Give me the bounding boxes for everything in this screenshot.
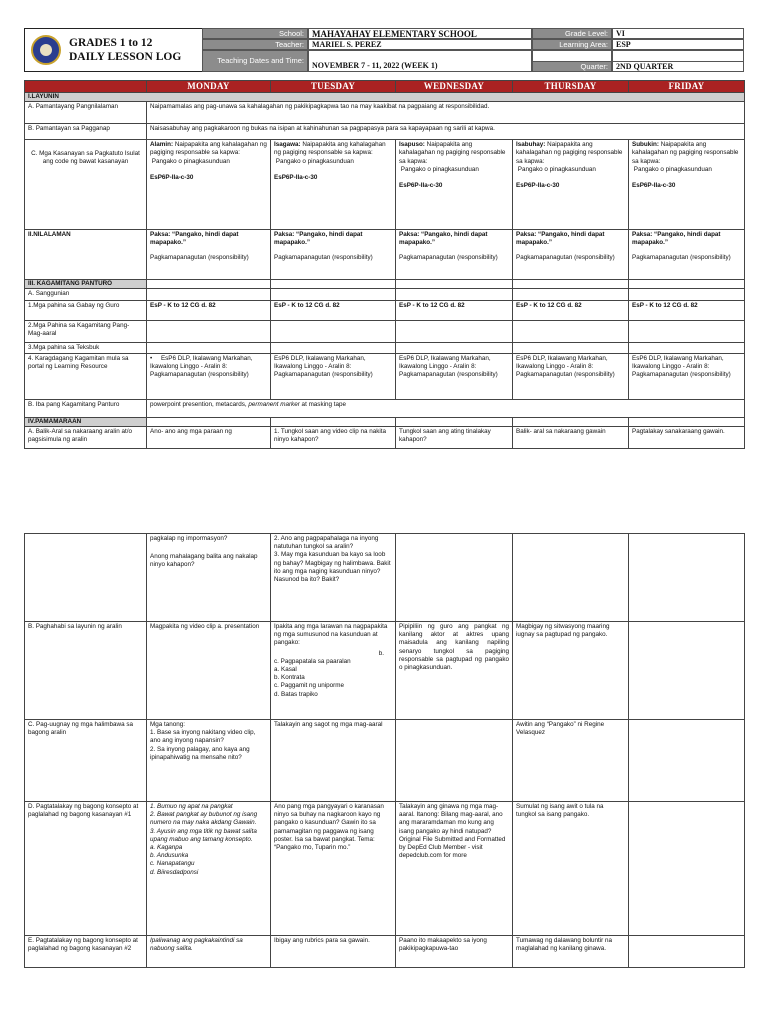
competency-code: EsP6P-IIa-c-30 [516,182,560,190]
corner-cell [25,81,147,93]
paghahabi-monday: Magpakita ng video clip a. presentation [147,622,271,720]
quarter-value: 2ND QUARTER [612,61,744,72]
pagtatalakay1-wednesday: Talakayin ang ginawa ng mga mag-aaral. Itanong: Bilang mag-aaral, ano ang mararamdaman mo kung ang isang pangako ay hindi natupad? Original File Submitted and Formatted by DepEd Club Member - visit depedclub.com for more [396,802,513,936]
row-label: C. Mga Kasanayan sa Pagkatuto Isulat ang code ng bawat kasanayan [25,140,147,230]
row-label-empty [25,534,147,622]
competency-cell [271,140,396,230]
paksa-text: Paksa: “Pangako, hindi dapat mapapako.” [150,231,239,247]
competency-text: Naipapakita ang kahalagahan ng pagiging responsable sa kapwa: [399,141,506,165]
teacher-label: Teacher: [202,39,308,50]
monday-text: 2. Bawat pangkat ay bubunot ng isang numero na may naka akdang Gawain. [150,811,258,827]
list-item: a. Kasal [274,666,297,674]
materials-text: powerpoint presention, metacards, [150,400,249,408]
grade-level-value: VI [612,28,744,39]
row-label: 4. Karagdagang Kagamitan mula sa portal ng Learning Resource [25,353,147,399]
competency-topic: Pangako o pinagkasunduan [151,157,230,165]
document-title [69,36,181,64]
balik-aral-friday: Pagtalakay sanakaraang gawain. [629,427,745,449]
competency-topic: Pangako o pinagkasunduan [400,165,479,173]
lead-word: Isagawa: [274,141,301,149]
paghahabi-thursday: Magbigay ng sitwasyong maaring iugnay sa pagtupad ng pangako. [513,622,629,720]
pag-uugnay-thursday: Awitin ang “Pangako” ni Regine Velasquez [513,720,629,802]
day-header-row [25,81,745,93]
pagtatalakay1-tuesday: Ano pang mga pangyayari o karanasan ninyo sa buhay na nagkaroon kayo ng pangako o kasunduan? Gawin ito sa pamamagitan ng paggawa ng isang poster. Isa sa bawat pangkat. Tema: “Pangako mo, Tuparin mo.” [271,802,396,936]
section-nilalaman: II.NILALAMAN [25,230,147,280]
pag-uugnay-tuesday: Talakayin ang sagot ng mga mag-aaral [271,720,396,802]
pagka-text: Pagkamapanagutan (responsibility) [632,253,731,261]
monday-text: pagkalap ng impormasyon? [150,535,228,542]
blank-cell [612,50,744,61]
content-cell [147,230,271,280]
balik-aral-monday: Ano- ano ang mga paraan ng [147,427,271,449]
row-label: A. Pamantayang Pangnilalaman [25,102,147,124]
deped-seal-icon [31,35,61,65]
teacher-value: MARIEL S. PEREZ [308,39,532,50]
balik-aral-wednesday: Tungkol saan ang ating tinalakay kahapon? [396,427,513,449]
pagtatalakay2-wednesday: Paano ito makaapekto sa iyong pakikipagkapuwa-tao [396,936,513,968]
paghahabi-tuesday [271,622,396,720]
content-cell [271,230,396,280]
list-item: b. Kontrata [274,674,305,682]
competency-topic: Pangako o pinagkasunduan [275,157,354,165]
monday-text: 2. Sa inyong palagay, ano kaya ang ipinapahiwatig na mensahe nito? [150,745,250,761]
row-label: E. Pagtatalakay ng bagong konsepto at paglalahad ng bagong kasanayan #2 [25,936,147,968]
section-pamamaraan: IV.PAMAMARAAN [25,417,147,426]
monday-text: 3. Ayusin ang mga titik ng bawat salita upang mabuo ang tamang konsepto. [150,827,257,843]
lesson-log-page-1 [24,28,744,449]
competency-code: EsP6P-IIa-c-30 [632,182,676,190]
lead-word: Subukin: [632,141,659,149]
school-label: School: [202,28,308,39]
pagka-text: Pagkamapanagutan (responsibility) [274,253,373,261]
day-friday: FRIDAY [629,81,745,93]
ref-text: EsP - K to 12 CG d. 82 [147,300,271,320]
continued-tuesday [271,534,396,622]
row-label: 2.Mga Pahina sa Kagamitang Pang-Mag-aaral [25,320,147,342]
lesson-table-continued [24,533,745,968]
lesson-table [24,80,745,449]
content-cell [396,230,513,280]
ref-text: EsP - K to 12 CG d. 82 [629,300,745,320]
teaching-dates-label: Teaching Dates and Time: [202,50,308,72]
row-label: 3.Mga pahina sa Teksbuk [25,342,147,353]
pag-uugnay-monday [147,720,271,802]
pagka-text: Pagkamapanagutan (responsibility) [516,253,615,261]
resource-text: EsP6 DLP, Ikalawang Markahan, Ikawalong Linggo - Aralin 8: Pagkamapanagutan (responsibility) [271,353,396,399]
balik-aral-thursday: Balik- aral sa nakaraang gawain [513,427,629,449]
competency-code: EsP6P-IIa-c-30 [150,173,194,181]
lead-word: Isabuhay: [516,141,546,149]
lesson-log-page-2 [24,533,744,968]
monday-text: 1. Bumuo ng apat na pangkat [150,803,233,810]
resource-text: EsP6 DLP, Ikalawang Markahan, Ikawalong Linggo - Aralin 8: Pagkamapanagutan (responsibility) [513,353,629,399]
pagtatalakay2-tuesday: Ibigay ang rubrics para sa gawain. [271,936,396,968]
grade-level-label: Grade Level: [532,28,612,39]
title-line-2: DAILY LESSON LOG [69,51,182,63]
paksa-text: Paksa: “Pangako, hindi dapat mapapako.” [399,231,488,247]
competency-topic: Pangako o pinagkasunduan [633,165,712,173]
blank-cell [532,50,612,61]
pagtatalakay1-monday [147,802,271,936]
row-label: A. Sanggunian [25,289,147,300]
row-label: B. Iba pang Kagamitang Panturo [25,399,147,417]
competency-cell [396,140,513,230]
title-line-1: GRADES 1 to 12 [69,37,153,49]
tuesday-text: Ipakita ang mga larawan na nagpapakita ng mga sumusunod na kasunduan at pangako: [274,623,388,647]
list-item: c. Nanapatangu [150,860,195,868]
pagka-text: Pagkamapanagutan (responsibility) [150,253,249,261]
competency-code: EsP6P-IIa-c-30 [399,182,443,190]
competency-text: Naipapakita ang kahalagahan ng pagiging responsable sa kapwa: [150,141,267,157]
pagtatalakay2-thursday: Tumawag ng dalawang boluntir na maglalahad ng kanilang ginawa. [513,936,629,968]
resource-text: EsP6 DLP, Ikalawang Markahan, Ikawalong Linggo - Aralin 8: Pagkamapanagutan (responsibility) [150,354,253,379]
resource-text: EsP6 DLP, Ikalawang Markahan, Ikawalong Linggo - Aralin 8: Pagkamapanagutan (responsibility) [629,353,745,399]
list-item: b. Andusunka [150,852,189,860]
competency-cell [147,140,271,230]
day-tuesday: TUESDAY [271,81,396,93]
ref-text: EsP - K to 12 CG d. 82 [396,300,513,320]
tuesday-text: 3. May mga kasunduan ba kayo sa loob ng bahay? Magbigay ng halimbawa. Bakit ito ang mga naging kasunduan ninyo? Nasunod ba ito? Bakit? [274,551,391,584]
day-thursday: THURSDAY [513,81,629,93]
list-item: a. Kaganpa [150,844,183,852]
competency-cell [629,140,745,230]
materials-text-end: at masking tape [299,400,347,408]
competency-cell [513,140,629,230]
row-text: Naisasabuhay ang pagkakaroon ng bukas na isipan at kahinahunan sa pagpapasya para sa kapayapaan ng sarili at kapwa. [147,124,745,140]
ref-text: EsP - K to 12 CG d. 82 [513,300,629,320]
list-item: c. Paggamit ng uniporme [274,682,345,690]
ref-text: EsP - K to 12 CG d. 82 [271,300,396,320]
competency-code: EsP6P-IIa-c-30 [274,173,318,181]
competency-topic: Pangako o pinagkasunduan [517,165,596,173]
monday-text: Mga tanong: [150,721,186,728]
learning-area-value: ESP [612,39,744,50]
list-item: c. Pagpapatala sa paaralan [274,657,351,665]
row-label: C. Pag-uugnay ng mga halimbawa sa bagong aralin [25,720,147,802]
header-info-grid [202,28,744,72]
section-layunin: I.LAYUNIN [25,93,745,102]
competency-text: Naipapakita ang kahalagahan ng pagiging responsable sa kapwa: [516,141,623,165]
resource-text: EsP6 DLP, Ikalawang Markahan, Ikawalong Linggo - Aralin 8: Pagkamapanagutan (responsibility) [396,353,513,399]
monday-text: Anong mahalagang balita ang nakalap ninyo kahapon? [150,553,258,569]
lead-word: Alamin: [150,141,174,149]
row-label: B. Pamantayan sa Pagganap [25,124,147,140]
row-text: Naipamamalas ang pag-unawa sa kahalagahan ng pakikipagkapwa tao na may kaakibat na pagpaiang at responsibilidad. [147,102,745,124]
paksa-text: Paksa: “Pangako, hindi dapat mapapako.” [274,231,363,247]
teaching-dates-value: NOVEMBER 7 - 11, 2022 (WEEK 1) [308,50,532,72]
list-item: d. Biiresdadponsi [150,868,199,876]
logo-area [24,28,202,72]
row-label: A. Balik-Aral sa nakaraang aralin at/o pagsisimula ng aralin [25,427,147,449]
paghahabi-wednesday: Pipipiliin ng guro ang pangkat ng kanilang aktor at aktres upang maisadula ang kanilang napiling senaryo tungkol sa pagiging responsable sa pagtupad ng pangako o pinagkasunduan. [396,622,513,720]
materials-emphasis: permanent marker [248,400,300,408]
header [24,28,744,72]
pagka-text: Pagkamapanagutan (responsibility) [399,253,498,261]
row-label: D. Pagtatalakay ng bagong konsepto at paglalahad ng bagong kasanayan #1 [25,802,147,936]
row-label: B. Paghahabi sa layunin ng aralin [25,622,147,720]
list-item: d. Batas trapiko [274,690,318,698]
content-cell [629,230,745,280]
day-monday: MONDAY [147,81,271,93]
tuesday-text: 2. Ano ang pagpapahalaga na inyong natutuhan tungkol sa aralin? [274,535,379,551]
competency-text: Naipapakita ang kahalagahan ng pagiging responsable sa kapwa: [274,141,386,157]
list-item: b. [378,649,384,657]
balik-aral-tuesday: 1. Tungkol saan ang video clip na nakita ninyo kahapon? [271,427,396,449]
pagtatalakay2-monday: Ipaliwanag ang pagkakaintindi sa nabuong salita. [147,936,271,968]
quarter-label: Quarter: [532,61,612,72]
paksa-text: Paksa: “Pangako, hindi dapat mapapako.” [516,231,605,247]
other-materials [147,399,745,417]
section-kagamitang-panturo: III. KAGAMITANG PANTURO [25,280,147,289]
school-value: MAHAYAHAY ELEMENTARY SCHOOL [308,28,532,39]
competency-text: Naipapakita ang kahalagahan ng pagiging responsable sa kapwa: [632,141,739,165]
content-cell [513,230,629,280]
continued-monday [147,534,271,622]
row-label: 1.Mga pahina sa Gabay ng Guro [25,300,147,320]
learning-area-label: Learning Area: [532,39,612,50]
pagtatalakay1-thursday: Sumulat ng isang awit o tula na tungkol sa isang pangako. [513,802,629,936]
resource-cell: • EsP6 DLP, Ikalawang Markahan, Ikawalong Linggo - Aralin 8: Pagkamapanagutan (responsibility) [147,353,271,399]
paksa-text: Paksa: “Pangako, hindi dapat mapapako.” [632,231,721,247]
monday-text: 1. Base sa inyong nakitang video clip, ano ang inyong napansin? [150,729,256,745]
lead-word: Isapuso: [399,141,425,149]
day-wednesday: WEDNESDAY [396,81,513,93]
